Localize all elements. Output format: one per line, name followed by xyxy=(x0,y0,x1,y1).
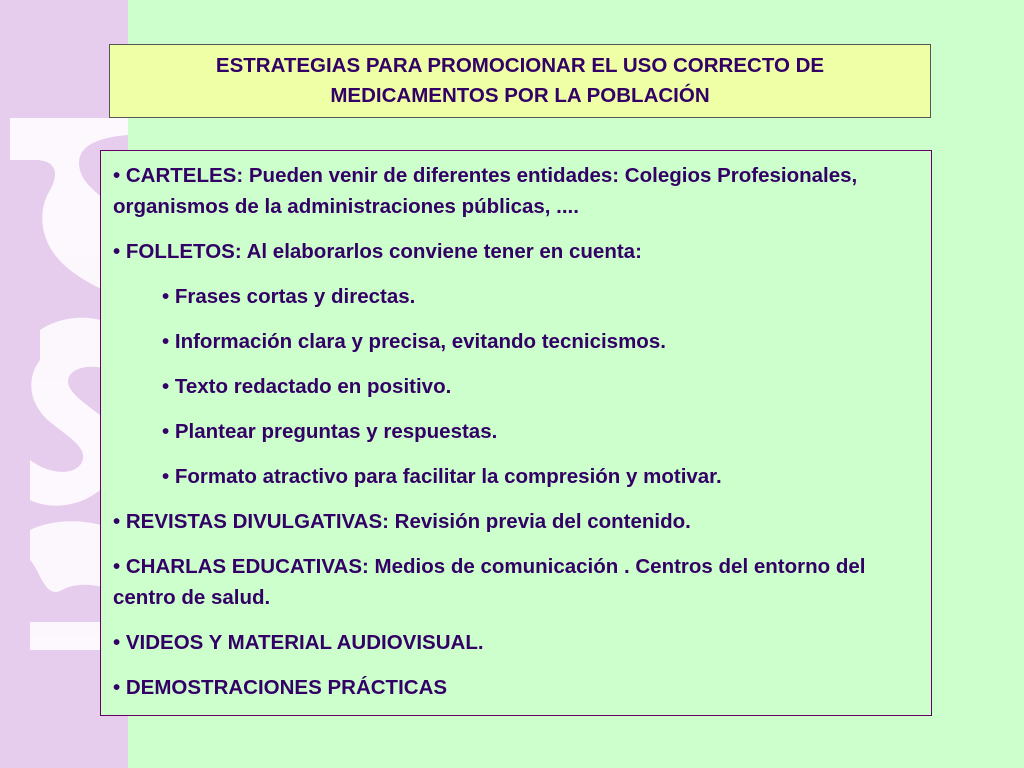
list-item-text: Frases cortas y directas. xyxy=(174,285,416,308)
sub-list-item xyxy=(162,326,911,357)
list-item xyxy=(113,672,911,703)
list-item-text: Formato atractivo para facilitar la compresión y motivar. xyxy=(174,465,722,488)
bullet-icon: • xyxy=(162,375,175,398)
list-item-text: Información clara y precisa, evitando tecnicismos. xyxy=(174,330,666,353)
list-item-text: DEMOSTRACIONES PRÁCTICAS xyxy=(125,676,448,699)
bullet-icon: • xyxy=(113,240,126,263)
bullet-icon: • xyxy=(113,510,126,533)
list-item-text: CARTELES: Pueden venir de diferentes entidades: Colegios Profesionales, organismos de la administraciones públicas, .... xyxy=(113,164,858,218)
bullet-icon: • xyxy=(162,330,175,353)
sub-list-item xyxy=(162,371,911,402)
bullet-icon: • xyxy=(162,285,175,308)
list-item-text: VIDEOS Y MATERIAL AUDIOVISUAL. xyxy=(125,631,484,654)
list-item-text: FOLLETOS: Al elaborarlos conviene tener en cuenta: xyxy=(125,240,642,263)
list-item-text: Plantear preguntas y respuestas. xyxy=(174,420,498,443)
bullet-icon: • xyxy=(113,676,126,699)
content-box xyxy=(100,150,932,716)
bullet-icon: • xyxy=(113,555,126,578)
list-item xyxy=(113,160,911,222)
sub-list-item xyxy=(162,416,911,447)
bullet-icon: • xyxy=(113,631,126,654)
list-item-text: REVISTAS DIVULGATIVAS: Revisión previa del contenido. xyxy=(125,510,691,533)
bullet-icon: • xyxy=(162,465,175,488)
bullet-list xyxy=(113,160,911,703)
list-item xyxy=(113,627,911,658)
bullet-icon: • xyxy=(162,420,175,443)
list-item-text: Texto redactado en positivo. xyxy=(174,375,452,398)
list-item xyxy=(113,506,911,537)
list-item-text: CHARLAS EDUCATIVAS: Medios de comunicación . Centros del entorno del centro de salud. xyxy=(113,555,866,609)
bullet-icon: • xyxy=(113,164,126,187)
slide-title: ESTRATEGIAS PARA PROMOCIONAR EL USO CORRECTO DE MEDICAMENTOS POR LA POBLACIÓN xyxy=(215,54,825,107)
list-item xyxy=(113,551,911,613)
list-item xyxy=(113,236,911,267)
sub-list-item xyxy=(162,281,911,312)
slide-title-box xyxy=(109,44,931,118)
sub-list-item xyxy=(162,461,911,492)
